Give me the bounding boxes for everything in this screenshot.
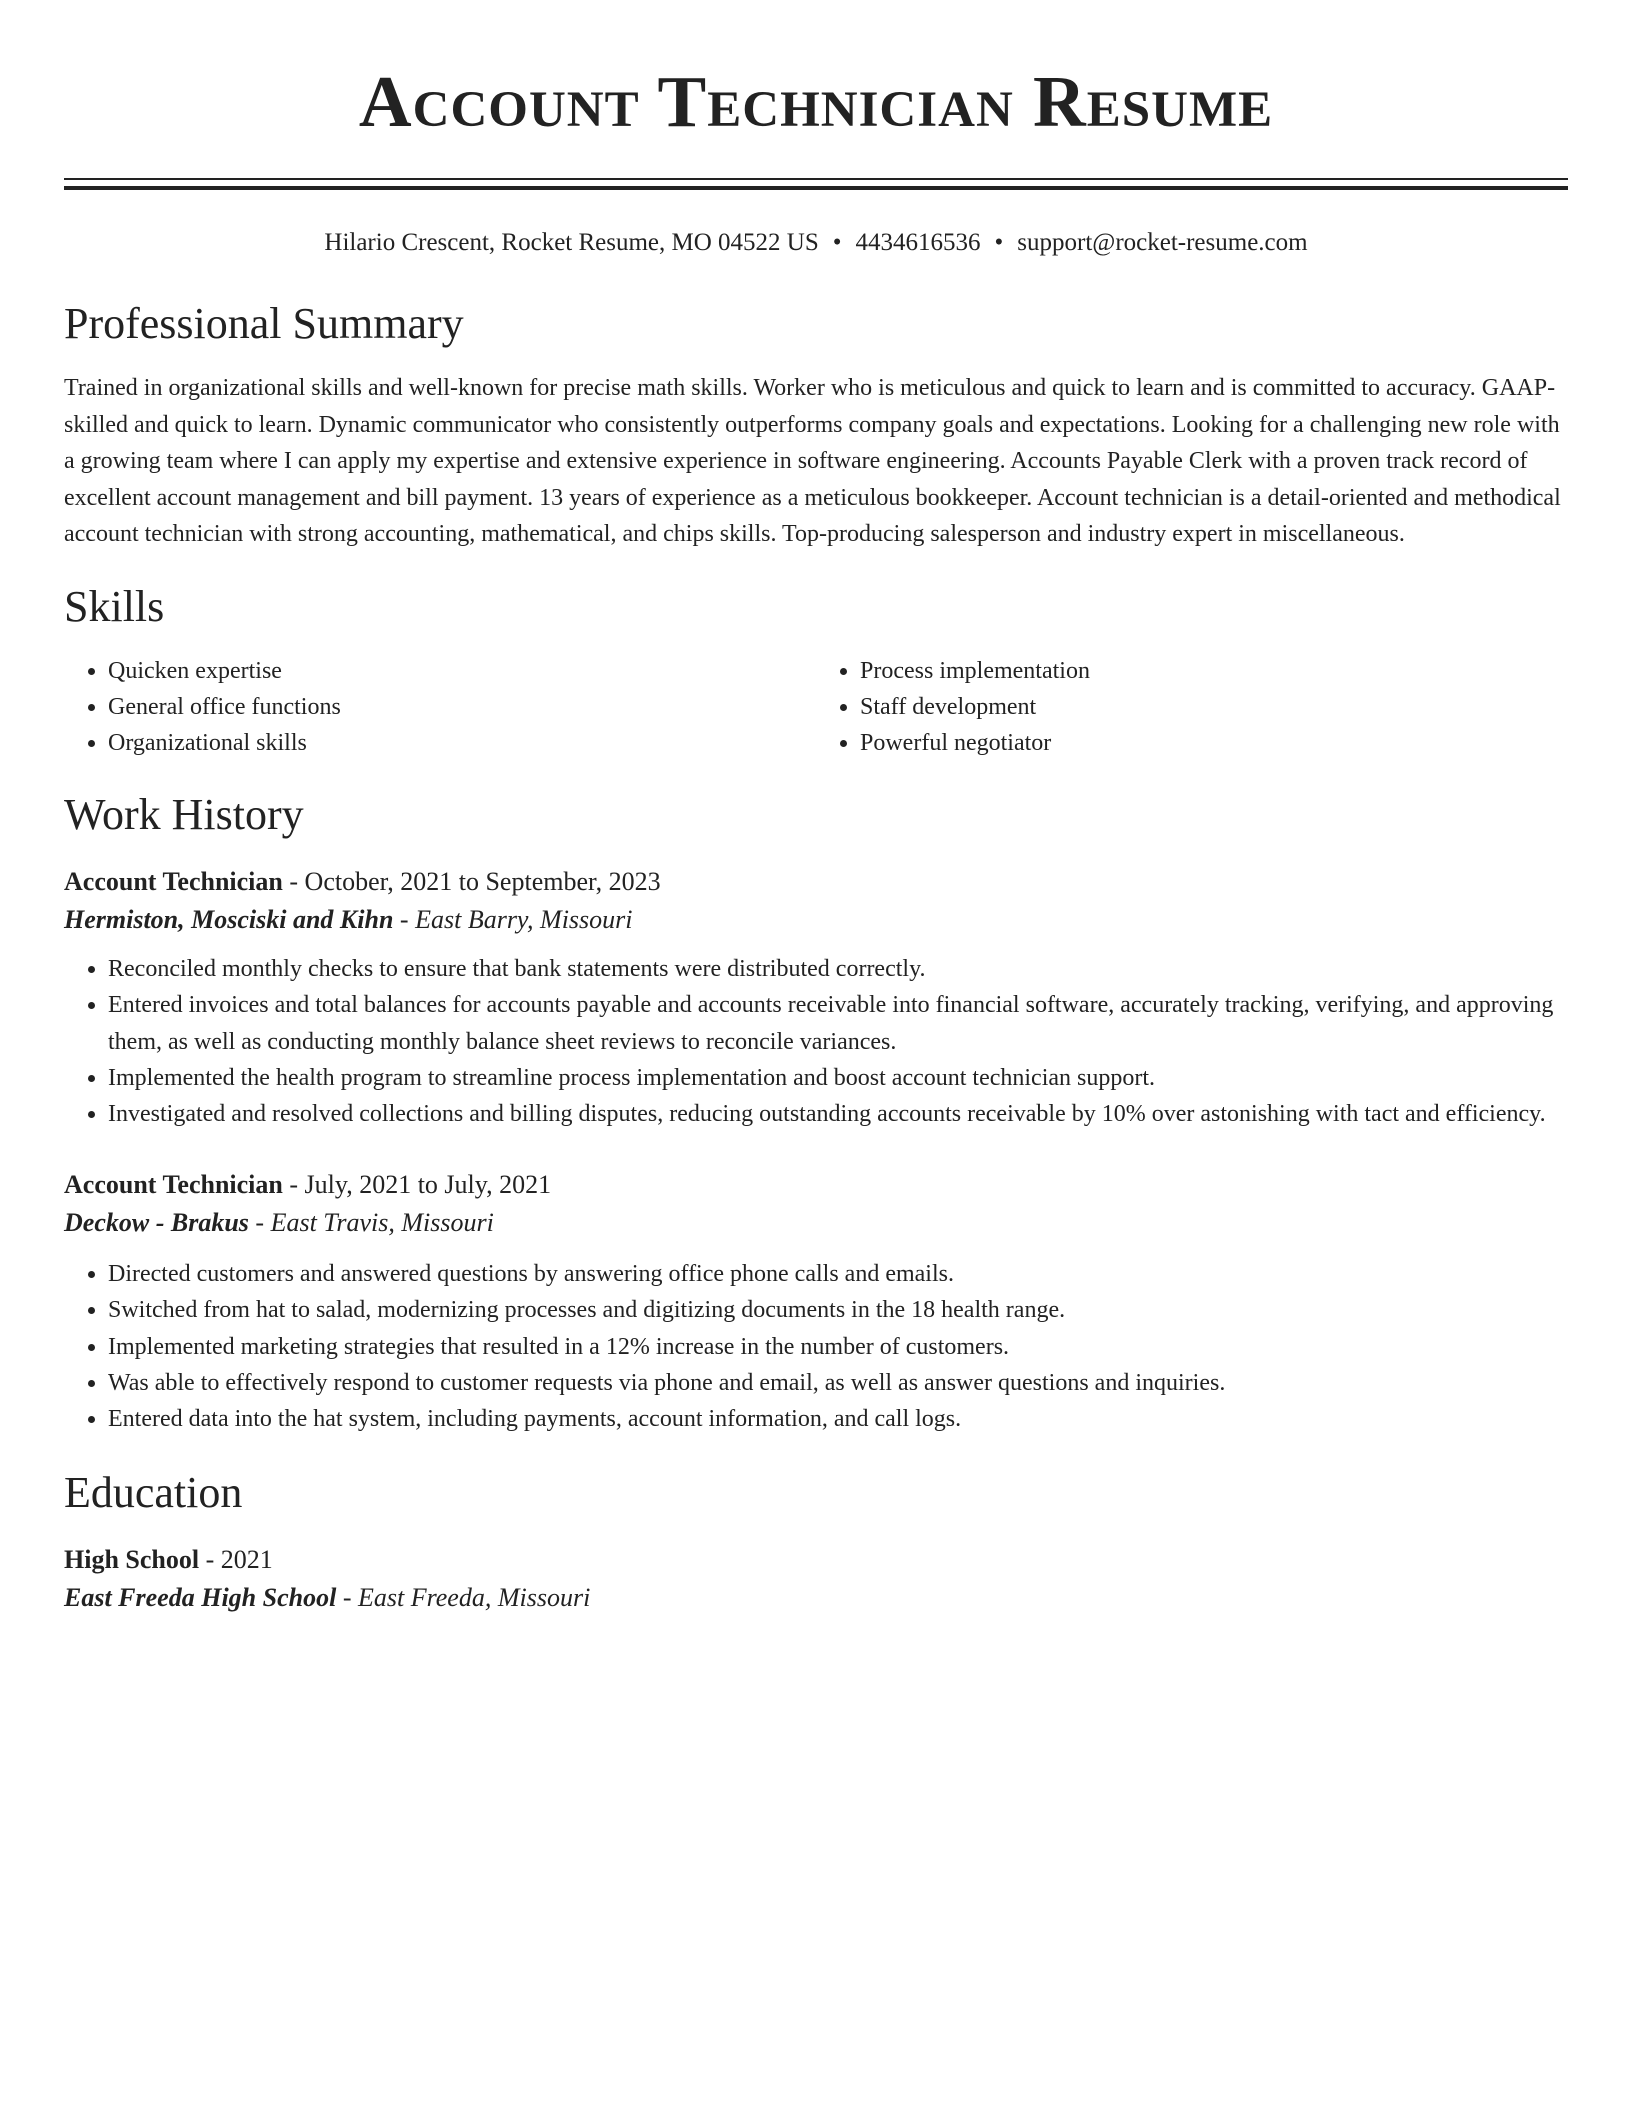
job-bullet: • Switched from hat to salad, modernizing processes and digitizing documents in the 18 health range.	[108, 1292, 1568, 1328]
job-dates: October, 2021 to September, 2023	[304, 867, 661, 897]
dash: -	[248, 1208, 271, 1238]
dash: -	[282, 1170, 305, 1200]
skills-heading: Skills	[64, 581, 165, 631]
job-bullet: • Was able to effectively respond to customer requests via phone and email, as well as answer questions and inquiries.	[108, 1365, 1568, 1401]
summary-heading: Professional Summary	[64, 299, 464, 348]
skills-list	[64, 653, 1568, 762]
job-company: Hermiston, Mosciski and Kihn	[64, 905, 394, 935]
dash: -	[199, 1545, 221, 1575]
job-bullet: • Implemented marketing strategies that resulted in a 12% increase in the number of customers.	[108, 1329, 1568, 1365]
job-header	[64, 1166, 1568, 1204]
education-year: 2021	[220, 1545, 273, 1575]
job-employer	[64, 1204, 1568, 1242]
work-history-heading: Work History	[64, 790, 304, 840]
job-employer	[64, 901, 1568, 939]
resume-title: Account Technician Resume	[358, 61, 1274, 142]
skill-item: • Staff development	[860, 689, 1568, 725]
job-location: East Barry, Missouri	[415, 905, 633, 935]
job-bullet: • Investigated and resolved collections and billing disputes, reducing outstanding accounts receivable by 10% over astonishing with tact and efficiency.	[108, 1096, 1568, 1132]
job-bullet: • Entered data into the hat system, including payments, account information, and call logs.	[108, 1401, 1568, 1437]
skills-column-right	[816, 653, 1568, 762]
skills-column-left	[64, 653, 816, 762]
education-school: East Freeda High School	[64, 1583, 337, 1613]
job-bullets	[64, 951, 1568, 1132]
education-entry	[64, 1541, 1568, 1617]
job-header	[64, 863, 1568, 901]
skill-item: • Organizational skills	[108, 725, 816, 761]
title-divider	[64, 178, 1568, 190]
contact-email: support@rocket-resume.com	[1017, 229, 1308, 256]
education-header	[64, 1541, 1568, 1579]
summary-text: Trained in organizational skills and well-known for precise math skills. Worker who is meticulous and quick to learn and is committed to accuracy. GAAP-skilled and quick to learn. Dynamic communicator who consistently outperforms company goals and expectations. Looking for a challenging new role with a growing team where I can apply my expertise and extensive experience in software engineering. Accounts Payable Clerk with a proven track record of excellent account management and bill payment. 13 years of experience as a meticulous bookkeeper. Account technician is a detail-oriented and methodical account technician with strong accounting, mathematical, and chips skills. Top-producing salesperson and industry expert in miscellaneous.	[64, 375, 1561, 547]
job-bullet: • Directed customers and answered questions by answering office phone calls and emails.	[108, 1256, 1568, 1292]
contact-phone: 4434616536	[855, 229, 981, 256]
contact-line	[64, 226, 1568, 260]
contact-separator: •	[994, 229, 1004, 256]
skill-item: • Process implementation	[860, 653, 1568, 689]
education-degree: High School	[64, 1545, 200, 1575]
contact-address: Hilario Crescent, Rocket Resume, MO 04522 US	[324, 229, 819, 256]
job-bullet: • Implemented the health program to streamline process implementation and boost account technician support.	[108, 1060, 1568, 1096]
education-heading: Education	[64, 1468, 243, 1518]
dash: -	[282, 867, 305, 897]
education-location: East Freeda, Missouri	[358, 1583, 591, 1613]
skill-item: • Quicken expertise	[108, 653, 816, 689]
contact-separator: •	[832, 229, 842, 256]
job-dates: July, 2021 to July, 2021	[304, 1170, 552, 1200]
dash: -	[336, 1583, 358, 1613]
job-role: Account Technician	[64, 867, 283, 897]
job-entry	[64, 1166, 1568, 1437]
job-entry	[64, 863, 1568, 1132]
skill-item: • General office functions	[108, 689, 816, 725]
job-bullets	[64, 1256, 1568, 1437]
education-school-line	[64, 1579, 1568, 1617]
job-bullet: • Entered invoices and total balances for accounts payable and accounts receivable into financial software, accurately tracking, verifying, and approving them, as well as conducting monthly balance sheet reviews to reconcile variances.	[108, 987, 1568, 1059]
job-company: Deckow - Brakus	[64, 1208, 249, 1238]
job-location: East Travis, Missouri	[270, 1208, 494, 1238]
dash: -	[393, 905, 416, 935]
job-bullet: • Reconciled monthly checks to ensure that bank statements were distributed correctly.	[108, 951, 1568, 987]
job-role: Account Technician	[64, 1170, 283, 1200]
skill-item: • Powerful negotiator	[860, 725, 1568, 761]
